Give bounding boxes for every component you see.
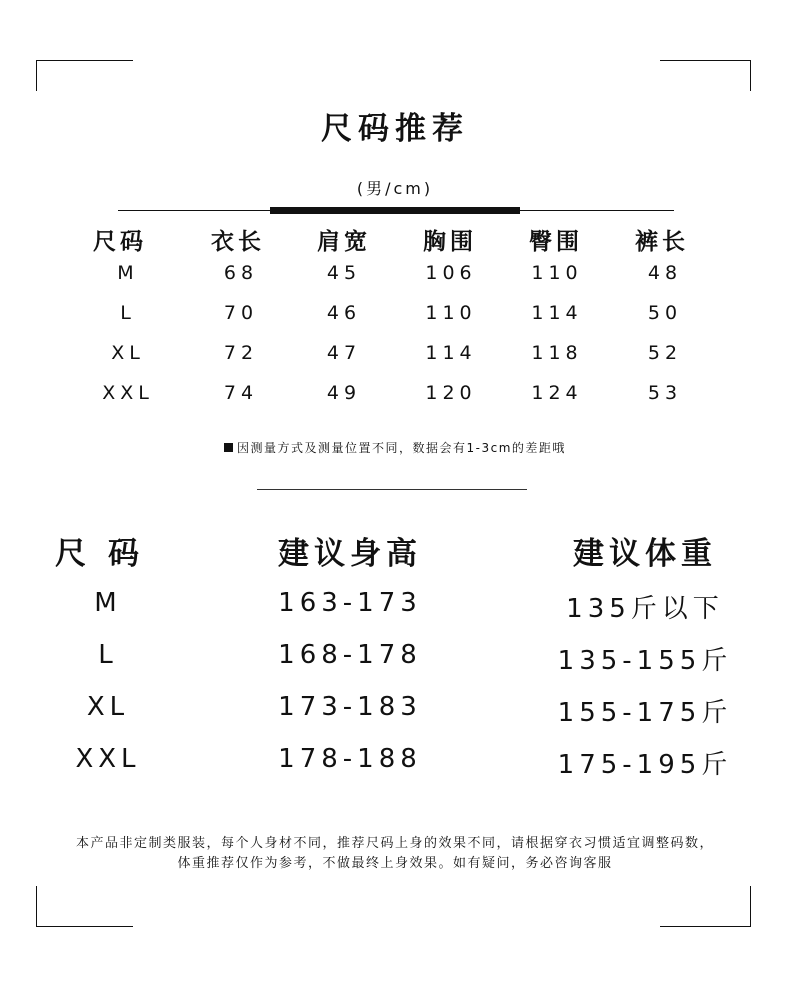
value-cell: 120	[425, 382, 477, 404]
corner-frame-top-right	[660, 60, 751, 91]
size-table-header-cell: 尺码	[93, 229, 147, 255]
corner-frame-bottom-left	[36, 886, 133, 927]
square-bullet-icon	[224, 443, 233, 452]
value-cell: 114	[425, 342, 477, 364]
table-row	[0, 744, 790, 796]
value-cell: 46	[326, 302, 362, 324]
size-cell: XL	[86, 692, 130, 722]
height-cell: 173-183	[278, 692, 422, 722]
table-row	[60, 302, 740, 342]
weight-cell: 155-175斤	[557, 698, 733, 728]
height-cell: 178-188	[278, 744, 422, 774]
value-cell: 124	[531, 382, 583, 404]
footer-disclaimer	[0, 834, 790, 874]
size-table-header-cell: 裤长	[635, 229, 689, 255]
table-top-accent-bar	[270, 207, 520, 214]
table-row	[60, 342, 740, 382]
size-table-header-cell: 臀围	[529, 229, 583, 255]
table-row	[60, 382, 740, 422]
size-cell: XXL	[75, 744, 141, 774]
section-divider	[257, 489, 527, 490]
size-cell: M	[94, 588, 122, 618]
unit-subtitle: (男/cm)	[356, 179, 434, 198]
value-cell: 52	[647, 342, 683, 364]
value-cell: 50	[647, 302, 683, 324]
footer-line: 体重推荐仅作为参考，不做最终上身效果。如有疑问，务必咨询客服	[177, 856, 613, 871]
size-cell: L	[98, 640, 118, 670]
corner-frame-bottom-right	[660, 886, 751, 927]
value-cell: 49	[326, 382, 362, 404]
corner-frame-top-left	[36, 60, 133, 91]
table-row	[0, 640, 790, 692]
measurement-note-text: 因测量方式及测量位置不同，数据会有1-3cm的差距哦	[237, 441, 566, 455]
weight-cell: 135斤以下	[566, 594, 724, 624]
height-cell: 168-178	[278, 640, 422, 670]
size-table-header-cell: 衣长	[211, 229, 265, 255]
size-table-header-cell: 肩宽	[317, 229, 371, 255]
recommend-table-header-row	[0, 528, 790, 588]
size-cell: L	[120, 302, 136, 324]
size-table-header-row	[60, 222, 740, 262]
value-cell: 110	[531, 262, 583, 284]
table-row	[0, 692, 790, 744]
size-cell: XXL	[102, 382, 154, 404]
value-cell: 72	[223, 342, 259, 364]
value-cell: 53	[647, 382, 683, 404]
table-row	[0, 588, 790, 640]
recommend-header-weight: 建议体重	[573, 536, 717, 572]
measurement-note	[0, 439, 790, 456]
size-cell: XL	[111, 342, 145, 364]
value-cell: 74	[223, 382, 259, 404]
size-measurement-table	[60, 222, 740, 422]
value-cell: 47	[326, 342, 362, 364]
height-cell: 163-173	[278, 588, 422, 618]
value-cell: 114	[531, 302, 583, 324]
weight-cell: 175-195斤	[557, 750, 733, 780]
value-cell: 45	[326, 262, 362, 284]
recommend-header-height: 建议身高	[278, 536, 422, 572]
size-cell: M	[117, 262, 139, 284]
value-cell: 118	[531, 342, 583, 364]
size-table-header-cell: 胸围	[423, 229, 477, 255]
value-cell: 68	[223, 262, 259, 284]
footer-line: 本产品非定制类服装，每个人身材不同，推荐尺码上身的效果不同，请根据穿衣习惯适宜调整码数，	[75, 836, 714, 851]
table-row	[60, 262, 740, 302]
value-cell: 110	[425, 302, 477, 324]
recommend-header-size: 尺码	[55, 536, 161, 572]
weight-cell: 135-155斤	[557, 646, 733, 676]
value-cell: 48	[647, 262, 683, 284]
value-cell: 106	[425, 262, 477, 284]
page-title: 尺码推荐	[321, 111, 469, 147]
value-cell: 70	[223, 302, 259, 324]
size-recommendation-table	[0, 528, 790, 796]
